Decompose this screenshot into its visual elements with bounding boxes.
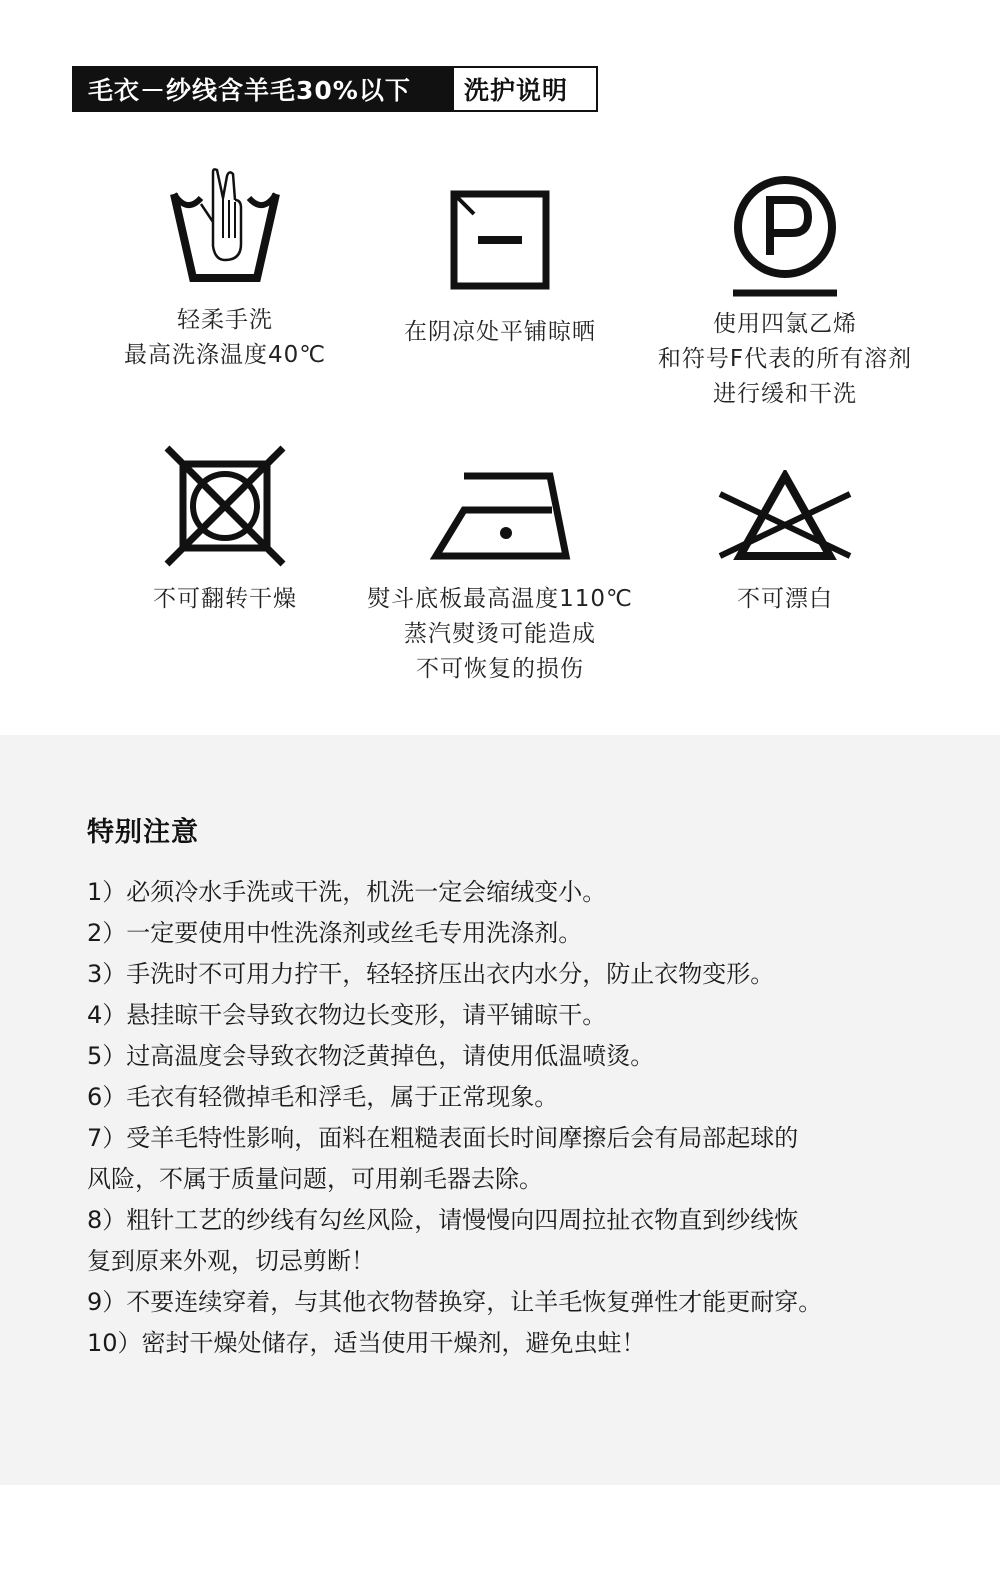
caption-dry-flat [380, 315, 620, 350]
note-line: 9）不要连续穿着，与其他衣物替换穿，让羊毛恢复弹性才能更耐穿。 [87, 1288, 823, 1316]
list-item [87, 1282, 927, 1323]
list-item [87, 1077, 927, 1118]
caption-dry-clean [625, 307, 945, 412]
caption-line: 不可漂白 [737, 586, 833, 612]
caption-line: 轻柔手洗 [177, 307, 273, 333]
note-line: 6）毛衣有轻微掉毛和浮毛，属于正常现象。 [87, 1083, 559, 1111]
header-tag: 洗护说明 [452, 66, 598, 112]
caption-line: 蒸汽熨烫可能造成 [404, 621, 596, 647]
note-line: 8）粗针工艺的纱线有勾丝风险，请慢慢向四周拉扯衣物直到纱线恢 [87, 1206, 799, 1234]
note-line: 1）必须冷水手洗或干洗，机洗一定会缩绒变小。 [87, 878, 607, 906]
note-line: 5）过高温度会导致衣物泛黄掉色，请使用低温喷烫。 [87, 1042, 655, 1070]
hand-wash-icon [165, 168, 285, 286]
list-item [87, 1200, 927, 1282]
caption-no-tumble [110, 582, 340, 617]
list-item [87, 872, 927, 913]
caption-line: 熨斗底板最高温度110℃ [367, 586, 633, 612]
list-item [87, 1323, 927, 1364]
note-line: 10）密封干燥处储存，适当使用干燥剂，避免虫蛀！ [87, 1329, 646, 1357]
caption-line: 使用四氯乙烯 [713, 311, 857, 337]
notes-title: 特别注意 [87, 817, 199, 848]
list-item [87, 954, 927, 995]
note-line: 复到原来外观，切忌剪断！ [87, 1247, 375, 1275]
caption-iron [335, 582, 665, 687]
dry-flat-in-shade-icon [450, 190, 550, 290]
note-line: 风险，不属于质量问题，可用剃毛器去除。 [87, 1165, 543, 1193]
list-item [87, 1118, 927, 1200]
no-tumble-dry-icon [163, 444, 287, 568]
note-line: 7）受羊毛特性影响，面料在粗糙表面长时间摩擦后会有局部起球的 [87, 1124, 799, 1152]
caption-line: 在阴凉处平铺晾晒 [404, 319, 596, 345]
caption-line: 不可翻转干燥 [153, 586, 297, 612]
caption-line: 和符号F代表的所有溶剂 [657, 346, 913, 372]
caption-line: 不可恢复的损伤 [416, 656, 584, 682]
list-item [87, 913, 927, 954]
notes-list [87, 872, 927, 1364]
dry-clean-p-icon [730, 175, 840, 300]
note-line: 3）手洗时不可用力拧干，轻轻挤压出衣内水分，防止衣物变形。 [87, 960, 775, 988]
note-line: 2）一定要使用中性洗涤剂或丝毛专用洗涤剂。 [87, 919, 583, 947]
header-title: 毛衣－纱线含羊毛30%以下 [72, 66, 452, 112]
iron-low-icon [430, 470, 572, 562]
list-item [87, 1036, 927, 1077]
caption-no-bleach [690, 582, 880, 617]
care-header [72, 66, 598, 112]
note-line: 4）悬挂晾干会导致衣物边长变形，请平铺晾干。 [87, 1001, 607, 1029]
caption-line: 最高洗涤温度40℃ [123, 342, 327, 368]
list-item [87, 995, 927, 1036]
no-bleach-icon [718, 470, 852, 562]
caption-hand-wash [100, 303, 350, 373]
caption-line: 进行缓和干洗 [713, 381, 857, 407]
